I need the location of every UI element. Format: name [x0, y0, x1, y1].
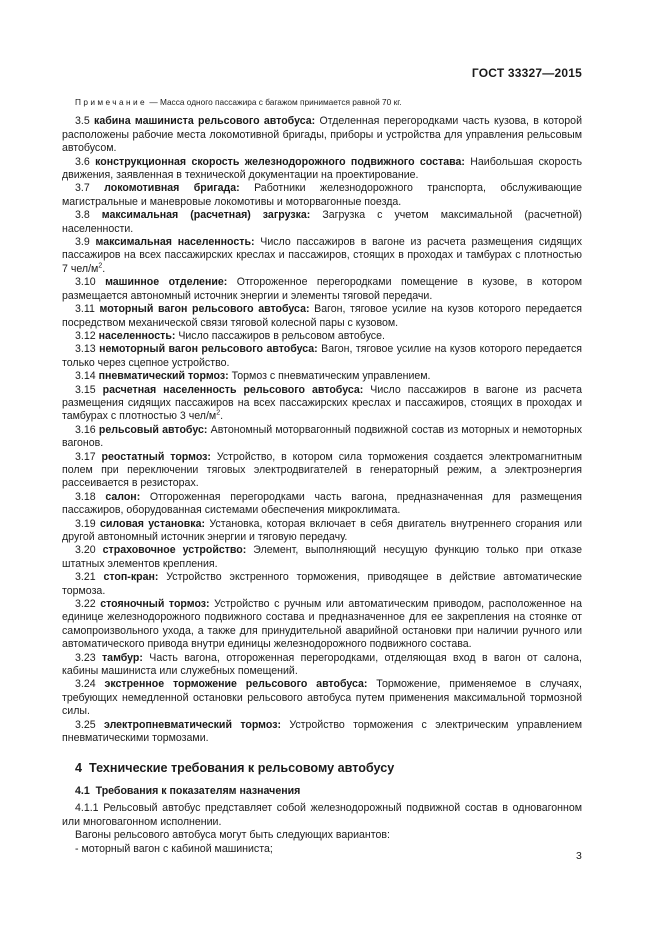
- paragraph-variants: Вагоны рельсового автобуса могут быть следующих вариантов:: [75, 829, 390, 842]
- term-tail: .: [102, 262, 106, 275]
- term-text: Устройство торможения с электрическим управлением пневматическими тормозами.: [62, 718, 582, 745]
- note: [62, 96, 582, 109]
- term-definition: [62, 518, 582, 545]
- term-number: 3.5: [75, 115, 90, 128]
- subsection-heading: [75, 785, 582, 798]
- page-content: [62, 96, 582, 856]
- section-heading: [75, 762, 582, 775]
- term-name: моторный вагон рельсового автобуса:: [99, 303, 310, 316]
- term-name: страховочное устройство:: [102, 544, 247, 557]
- term-name: конструкционная скорость железнодорожного подвижного состава:: [95, 155, 465, 168]
- term-definition: [62, 384, 582, 424]
- term-definition: [62, 719, 582, 746]
- term-definition: [62, 182, 582, 209]
- term-name: немоторный вагон рельсового автобуса:: [99, 343, 318, 356]
- term-definition: [62, 652, 582, 679]
- term-text: Тормоз с пневматическим управлением.: [228, 370, 431, 383]
- term-number: 3.9: [75, 236, 90, 249]
- note-label: Примечание: [75, 97, 148, 107]
- term-number: 3.18: [75, 490, 96, 503]
- term-name: электропневматический тормоз:: [103, 718, 281, 731]
- term-definition: [62, 303, 582, 330]
- term-text: Число пассажиров в вагоне из расчета размещения сидящих пассажиров на всех пассажирских креслах и пассажиров, стоящих в проходах и тамбурах с плотностью 3 чел/м: [62, 383, 582, 423]
- term-number: 3.22: [75, 598, 96, 611]
- superscript: 2: [216, 409, 221, 417]
- term-name: стояночный тормоз:: [100, 598, 210, 611]
- term-definition: [62, 276, 582, 303]
- term-number: 3.19: [75, 517, 96, 530]
- term-name: максимальная населенность:: [95, 236, 255, 249]
- term-number: 3.7: [75, 182, 90, 195]
- term-number: 3.12: [75, 329, 96, 342]
- term-text: Число пассажиров в рельсовом автобусе.: [175, 329, 385, 342]
- terms-list: [62, 115, 582, 745]
- term-text: Вагон, тяговое усилие на кузов которого передается только через сцепное устройство.: [62, 343, 582, 369]
- term-number: 3.25: [75, 718, 96, 731]
- term-definition: [62, 156, 582, 183]
- term-text: Устройство экстренного торможения, приводящее в действие автоматические тормоза.: [62, 571, 582, 597]
- term-name: тамбур:: [101, 651, 143, 664]
- term-name: экстренное торможение рельсового автобуса:: [104, 678, 368, 691]
- term-name: локомотивная бригада:: [104, 182, 240, 195]
- document-header: ГОСТ 33327—2015: [471, 66, 582, 80]
- term-text: Наибольшая скорость движения, заявленная в технической документации на проектирование.: [62, 155, 583, 182]
- term-name: машинное отделение:: [105, 276, 228, 289]
- term-name: расчетная населенность рельсового автобуса:: [102, 383, 364, 396]
- term-definition: [62, 491, 582, 518]
- term-text: Устройство с ручным или автоматическим приводом, расположенное на единице железнодорожного подвижного состава и предназначенное для ее закрепления на стоянке от самопроизвольного ухода, а также для принудительной аварийной остановки при наличии ручного или автоматического привода внутри единицы железнодорожного подвижного состава.: [62, 598, 582, 651]
- term-number: 3.15: [75, 383, 96, 396]
- term-definition: [62, 571, 582, 598]
- term-definition: [62, 330, 582, 343]
- term-name: салон:: [105, 490, 141, 503]
- term-name: силовая установка:: [100, 517, 206, 530]
- section-title: Технические требования к рельсовому автобусу: [89, 760, 395, 775]
- term-name: пневматический тормоз:: [98, 370, 229, 383]
- term-text: Отгороженное перегородками помещение в кузове, в котором размещается автономный источник энергии и элементы тяговой передачи.: [62, 276, 583, 302]
- subsection-number: 4.1: [75, 784, 90, 797]
- note-text: — Масса одного пассажира с багажом принимается равной 70 кг.: [147, 97, 402, 107]
- term-text: Установка, которая включает в себя двигатель внутреннего сгорания или другой автономный источник энергии и тяговую передачу.: [62, 517, 582, 543]
- term-text: Торможение, применяемое в случаях, требующих немедленной остановки рельсового автобуса путем применения максимальной тормозной силы.: [62, 678, 582, 718]
- term-definition: [62, 115, 582, 155]
- term-number: 3.16: [75, 423, 96, 436]
- term-definition: [62, 598, 582, 652]
- term-number: 3.14: [75, 370, 96, 383]
- term-number: 3.6: [75, 155, 90, 168]
- term-number: 3.11: [75, 303, 95, 316]
- term-text: Загрузка с учетом максимальной (расчетной) населенности.: [62, 209, 582, 235]
- term-name: рельсовый автобус:: [98, 423, 208, 436]
- term-number: 3.13: [75, 343, 96, 356]
- list-item: - моторный вагон с кабиной машиниста;: [75, 842, 273, 855]
- term-number: 3.8: [75, 209, 90, 222]
- term-definition: [62, 236, 582, 276]
- term-text: Часть вагона, отгороженная перегородками, отделяющая вход в вагон от салона, кабины машиниста или служебных помещений.: [62, 651, 582, 678]
- term-text: Число пассажиров в вагоне из расчета размещения сидящих пассажиров на всех пассажирских креслах и пассажиров, стоящих в проходах и тамбурах с плотностью 7 чел/м: [62, 236, 582, 275]
- term-definition: [62, 209, 582, 236]
- term-definition: [62, 678, 582, 718]
- term-definition: [62, 424, 582, 451]
- subsection-title: Требования к показателям назначения: [95, 784, 301, 797]
- term-number: 3.10: [75, 276, 96, 289]
- term-definition: [62, 370, 582, 383]
- term-number: 3.21: [75, 571, 96, 584]
- term-number: 3.24: [75, 678, 96, 691]
- section-number: 4: [75, 760, 83, 775]
- term-text: Устройство, в котором сила торможения создается электромагнитным полем при переключении тяговых электродвигателей в генераторный режим, а электроэнергия рассеивается в резисторах.: [62, 450, 582, 490]
- term-text: Вагон, тяговое усилие на кузов которого передается посредством механической связи тяговой колесной пары с кузовом.: [62, 303, 582, 329]
- term-text: Работники железнодорожного транспорта, обслуживающие магистральные и маневровые локомотивы и моторвагонные поезда.: [62, 182, 582, 208]
- term-definition: [62, 451, 582, 491]
- term-definition: [62, 343, 582, 370]
- term-name: населенность:: [98, 329, 176, 342]
- paragraph-4-1-1: 4.1.1 Рельсовый автобус представляет собой железнодорожный подвижной состав в одновагонном или многовагонном исполнении.: [62, 802, 582, 828]
- term-text: Элемент, выполняющий несущую функцию только при отказе штатных элементов крепления.: [62, 544, 582, 570]
- term-number: 3.17: [75, 450, 96, 463]
- term-definition: [62, 544, 582, 571]
- page-number: 3: [576, 850, 582, 862]
- superscript: 2: [98, 262, 103, 270]
- term-text: Отделенная перегородками часть кузова, в которой расположены рабочие места локомотивной бригады, приборы и устройства для управления рельсовым автобусом.: [62, 115, 582, 155]
- term-name: кабина машиниста рельсового автобуса:: [94, 115, 316, 128]
- term-number: 3.20: [75, 544, 96, 557]
- term-name: стоп-кран:: [103, 571, 159, 584]
- term-tail: .: [220, 410, 224, 423]
- term-name: реостатный тормоз:: [101, 450, 211, 463]
- term-text: Отгороженная перегородками часть вагона, предназначенная для размещения пассажиров, оборудованная системами обеспечения микроклимата.: [62, 490, 582, 517]
- term-number: 3.23: [75, 651, 96, 664]
- term-text: Автономный моторвагонный подвижной состав из моторных и немоторных вагонов.: [62, 423, 582, 450]
- term-name: максимальная (расчетная) загрузка:: [101, 209, 311, 222]
